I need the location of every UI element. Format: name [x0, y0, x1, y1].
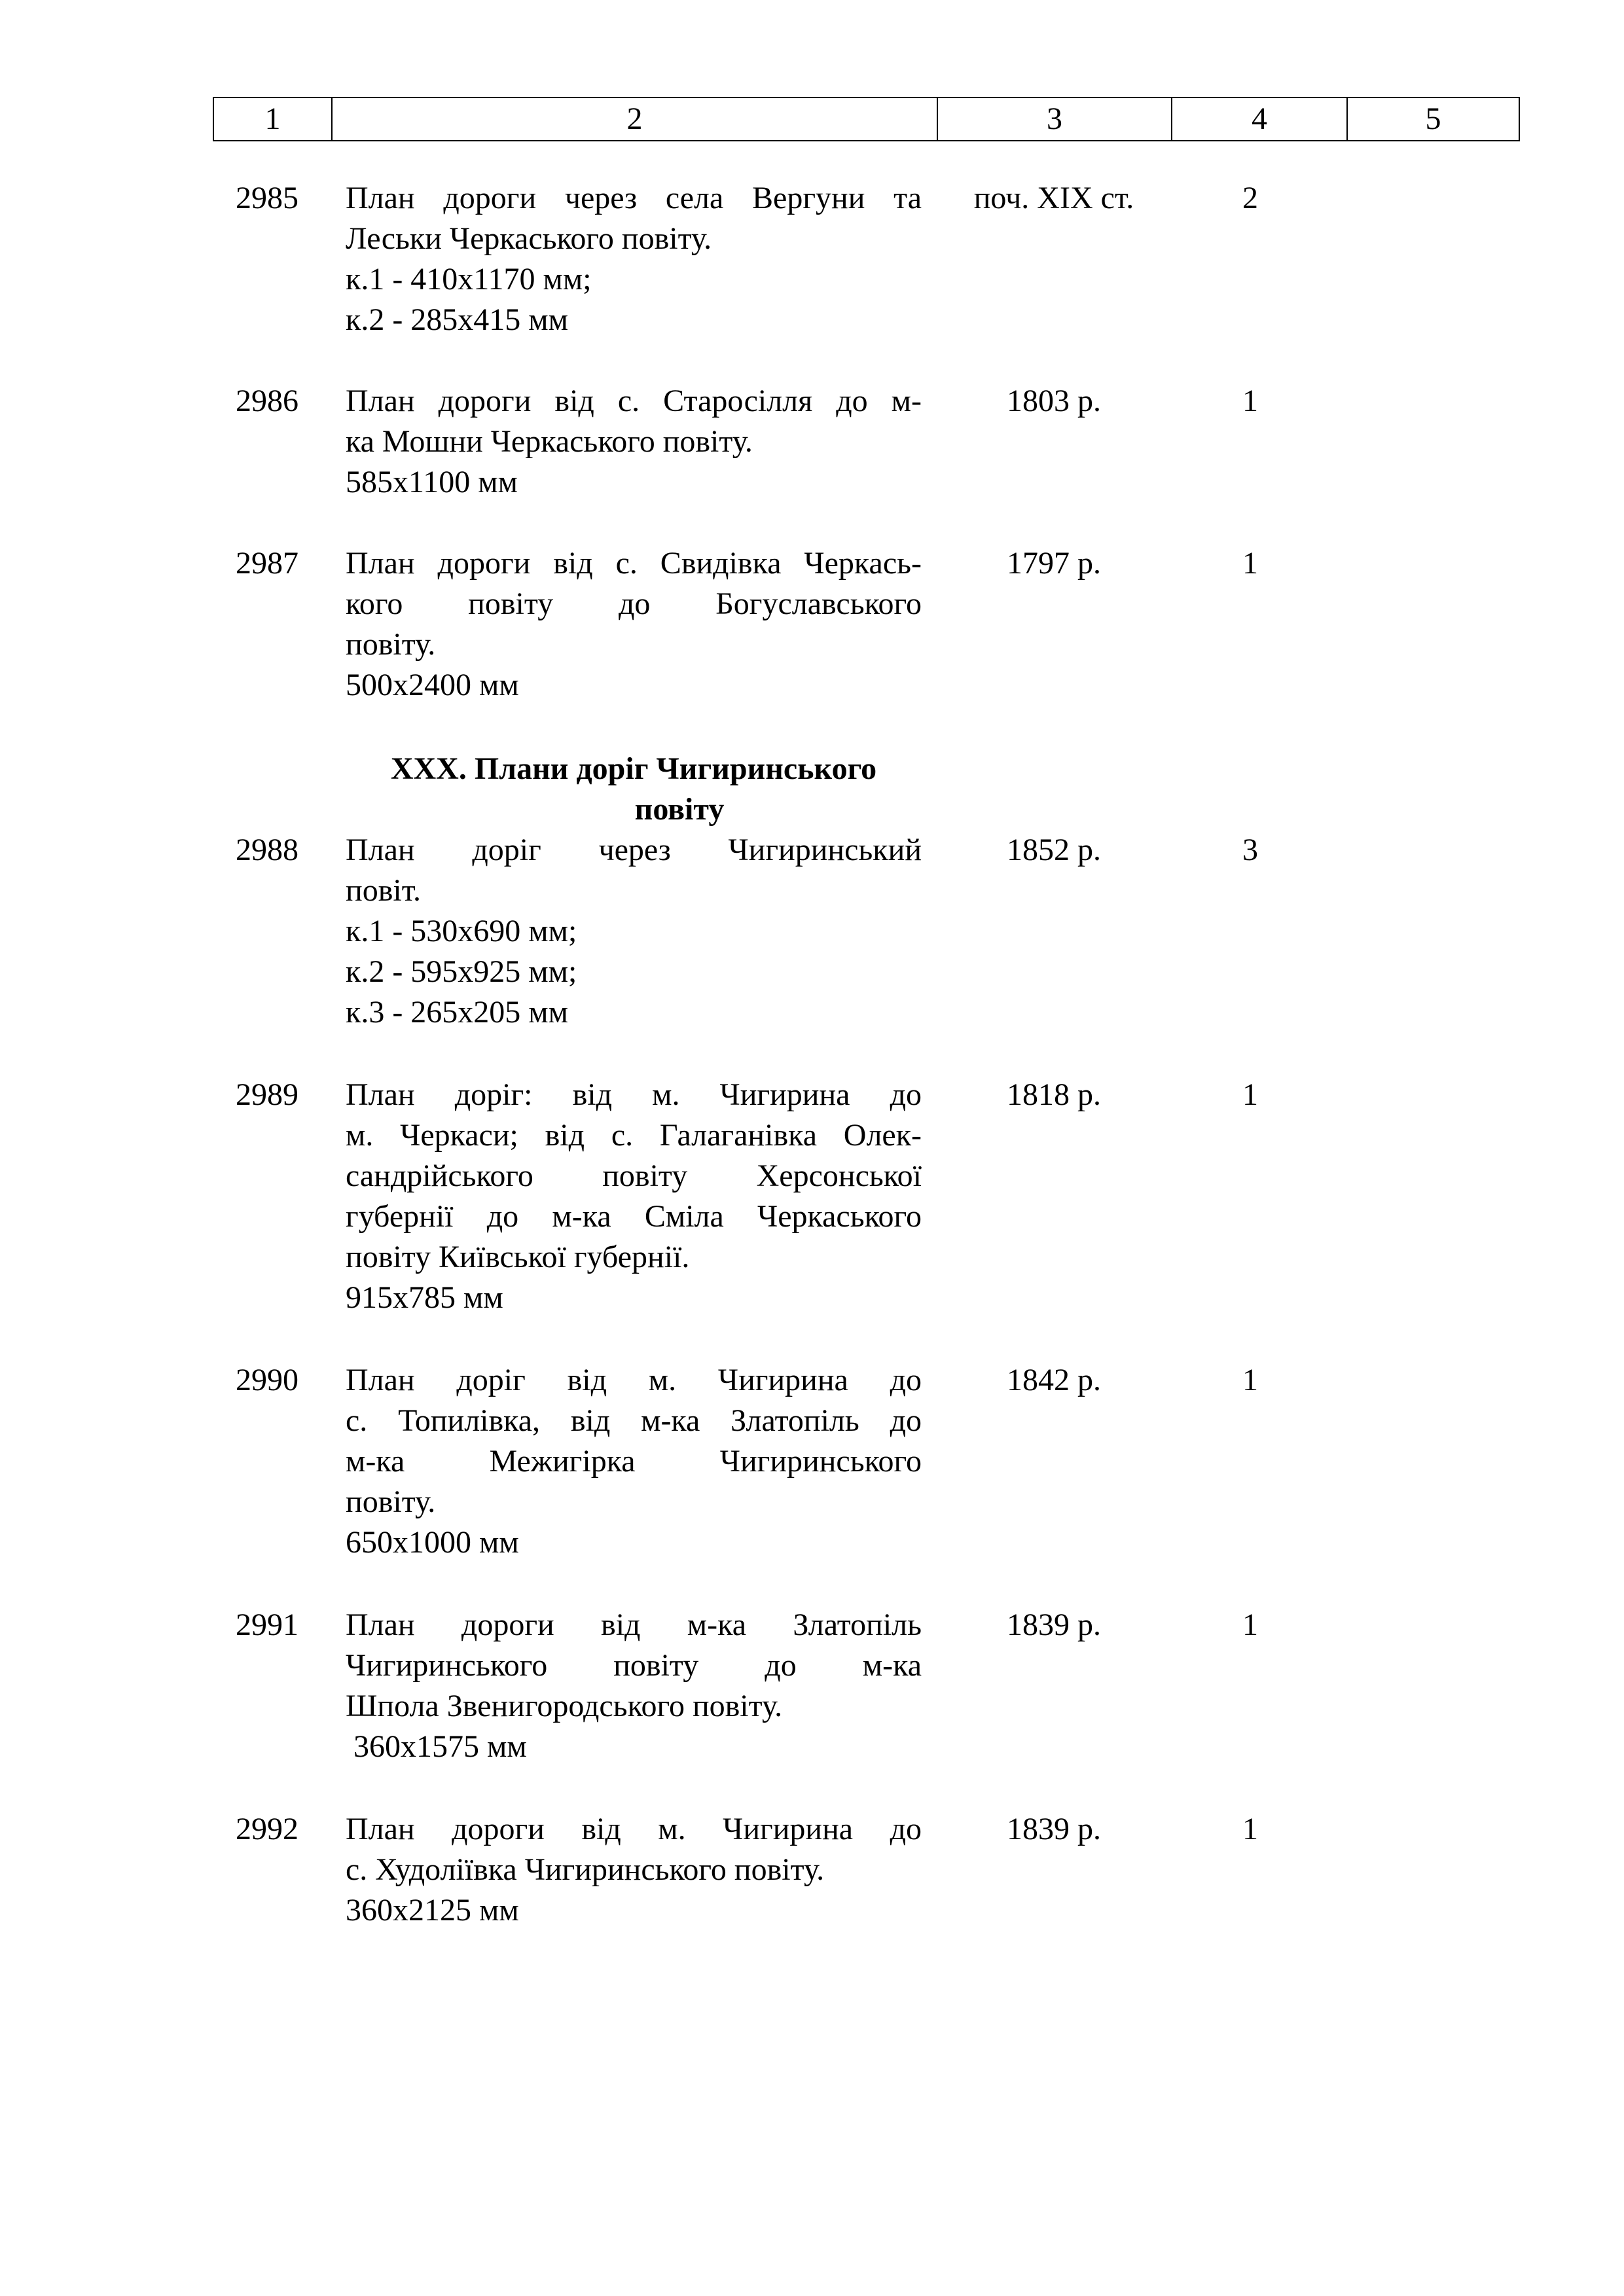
entry-number: 2989 [236, 1077, 298, 1112]
entry-count: 2 [1242, 181, 1258, 215]
description-line: повіту Київської губернії. [346, 1240, 690, 1274]
description-line: Леськи Черкаського повіту. [346, 221, 712, 256]
column-header-table [213, 97, 1520, 141]
entry-number: 2986 [236, 384, 298, 418]
description-line: сандрійського повіту Херсонської [346, 1158, 922, 1193]
entry-description [346, 381, 922, 503]
entry-number: 2991 [236, 1607, 298, 1642]
column-header-2: 2 [332, 98, 937, 141]
section-title-line: XXX. Плани доріг Чигиринського [390, 751, 877, 786]
entry-description [346, 1605, 922, 1767]
entry-count: 3 [1242, 833, 1258, 867]
description-line: Чигиринського повіту до м-ка [346, 1648, 922, 1683]
description-line: кого повіту до Богуславського [346, 586, 922, 621]
entry-number: 2992 [236, 1812, 298, 1846]
entry-description [346, 1075, 922, 1318]
entry-count: 1 [1242, 384, 1258, 418]
section-title-line: повіту [634, 792, 725, 827]
entry-date: 1803 р. [1007, 384, 1101, 418]
entry-date: поч. XIX ст. [973, 181, 1134, 215]
description-line: 360х1575 мм [353, 1729, 527, 1764]
description-line: 650х1000 мм [346, 1525, 519, 1560]
description-line: к.1 - 530х690 мм; [346, 914, 577, 948]
entry-number: 2990 [236, 1363, 298, 1397]
entry-number: 2988 [236, 833, 298, 867]
description-line: План дороги від с. Старосілля до м- [346, 384, 922, 418]
description-line: к.2 - 595х925 мм; [346, 954, 577, 989]
description-line: повіт. [346, 873, 422, 908]
entry-description [346, 543, 922, 706]
entry-count: 1 [1242, 1812, 1258, 1846]
column-header-4: 4 [1172, 98, 1347, 141]
description-line: повіту. [346, 1484, 436, 1519]
entry-description [346, 1360, 922, 1563]
description-line: с. Худоліївка Чигиринського повіту. [346, 1852, 825, 1887]
description-line: к.2 - 285х415 мм [346, 302, 569, 337]
description-line: 915х785 мм [346, 1280, 503, 1315]
description-line: План доріг: від м. Чигирина до [346, 1077, 922, 1112]
entry-date: 1839 р. [1007, 1812, 1101, 1846]
entry-count: 1 [1242, 1607, 1258, 1642]
description-line: План доріг від м. Чигирина до [346, 1363, 922, 1397]
description-line: План дороги через села Вергуни та [346, 181, 922, 215]
entry-number: 2987 [236, 546, 298, 581]
entry-description [346, 1809, 922, 1931]
entry-date: 1818 р. [1007, 1077, 1101, 1112]
entry-date: 1839 р. [1007, 1607, 1101, 1642]
entry-number: 2985 [236, 181, 298, 215]
description-line: м-ка Межигірка Чигиринського [346, 1444, 922, 1479]
entry-date: 1852 р. [1007, 833, 1101, 867]
description-line: План дороги від с. Свидівка Черкась- [346, 546, 922, 581]
description-line: к.1 - 410х1170 мм; [346, 262, 592, 296]
entry-description [346, 830, 922, 1033]
description-line: губернії до м-ка Сміла Черкаського [346, 1199, 922, 1234]
description-line: повіту. [346, 627, 436, 662]
description-line: Шпола Звенигородського повіту. [346, 1689, 783, 1723]
column-header-row [213, 98, 1519, 141]
section-title [346, 749, 922, 830]
description-line: к.3 - 265х205 мм [346, 995, 569, 1030]
entry-count: 1 [1242, 546, 1258, 581]
description-line: м. Черкаси; від с. Галаганівка Олек- [346, 1118, 922, 1153]
column-header-5: 5 [1347, 98, 1519, 141]
description-line: План дороги від м-ка Златопіль [346, 1607, 922, 1642]
description-line: 360х2125 мм [346, 1893, 519, 1928]
description-line: 500х2400 мм [346, 668, 519, 702]
entry-count: 1 [1242, 1077, 1258, 1112]
description-line: 585х1100 мм [346, 465, 518, 499]
column-header-3: 3 [937, 98, 1172, 141]
entry-date: 1797 р. [1007, 546, 1101, 581]
column-header-1: 1 [213, 98, 332, 141]
description-line: План дороги від м. Чигирина до [346, 1812, 922, 1846]
description-line: с. Топилівка, від м-ка Златопіль до [346, 1403, 922, 1438]
description-line: ка Мошни Черкаського повіту. [346, 424, 753, 459]
description-line: План доріг через Чигиринський [346, 833, 922, 867]
entry-date: 1842 р. [1007, 1363, 1101, 1397]
entry-description [346, 178, 922, 340]
entry-count: 1 [1242, 1363, 1258, 1397]
